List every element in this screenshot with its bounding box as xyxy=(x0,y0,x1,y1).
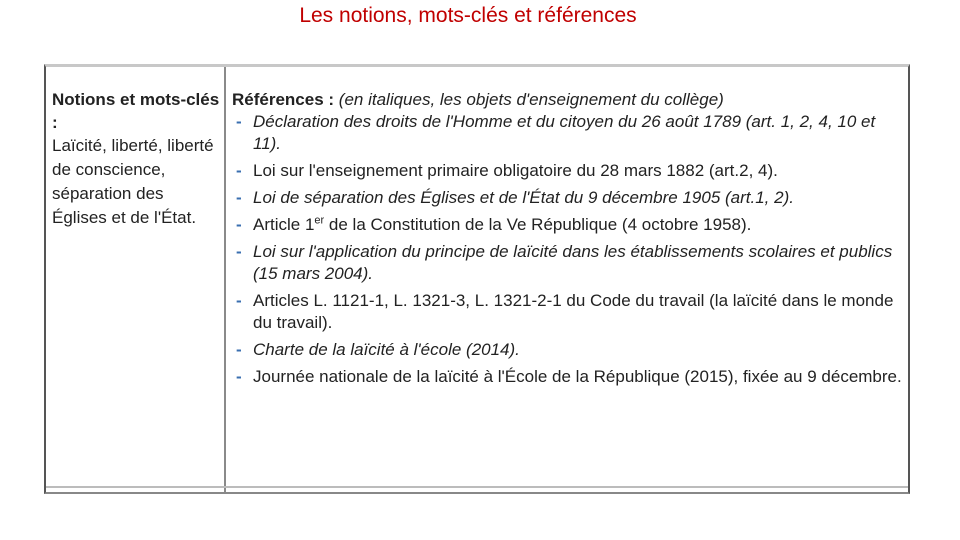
ordinal-superscript: er xyxy=(314,214,325,227)
reference-table xyxy=(44,64,910,494)
notions-heading: Notions et mots-clés : xyxy=(52,90,220,132)
references-heading: Références : xyxy=(232,90,335,109)
table-bottom-rule xyxy=(46,486,908,488)
notions-text: Laïcité, liberté, liberté de conscience, séparation des Églises et de l'État. xyxy=(52,136,214,227)
dash-bullet-icon: - xyxy=(236,367,242,386)
dash-bullet-icon: - xyxy=(236,161,242,180)
slide-title: Les notions, mots-clés et références xyxy=(299,4,637,27)
list-item xyxy=(232,160,902,182)
dash-bullet-icon: - xyxy=(236,340,242,359)
dash-bullet-icon: - xyxy=(236,242,242,261)
reference-text xyxy=(253,215,751,234)
column-divider xyxy=(224,67,226,492)
reference-text: Loi sur l'application du principe de laïcité dans les établissements scolaires et publics (15 mars 2004). xyxy=(253,242,893,283)
references-column xyxy=(232,88,902,393)
reference-text: Loi sur l'enseignement primaire obligatoire du 28 mars 1882 (art.2, 4). xyxy=(253,161,778,180)
list-item xyxy=(232,366,902,388)
dash-bullet-icon: - xyxy=(236,291,242,310)
list-item xyxy=(232,111,902,155)
list-item xyxy=(232,290,902,334)
reference-text: Articles L. 1121-1, L. 1321-3, L. 1321-2-1 du Code du travail (la laïcité dans le monde du travail). xyxy=(253,291,894,332)
reference-text: Journée nationale de la laïcité à l'École de la République (2015), fixée au 9 décembre. xyxy=(253,367,902,386)
reference-text: Charte de la laïcité à l'école (2014). xyxy=(253,340,520,359)
dash-bullet-icon: - xyxy=(236,112,242,131)
references-header xyxy=(232,88,902,111)
dash-bullet-icon: - xyxy=(236,215,242,234)
list-item xyxy=(232,241,902,285)
references-list xyxy=(232,111,902,388)
list-item xyxy=(232,187,902,209)
reference-text-start: Article 1 xyxy=(253,215,315,234)
reference-text: Loi de séparation des Églises et de l'État du 9 décembre 1905 (art.1, 2). xyxy=(253,188,794,207)
reference-text-end: de la Constitution de la Ve République (4 octobre 1958). xyxy=(324,215,752,234)
list-item xyxy=(232,339,902,361)
reference-text: Déclaration des droits de l'Homme et du citoyen du 26 août 1789 (art. 1, 2, 4, 10 et 11). xyxy=(253,112,876,153)
references-subheading: (en italiques, les objets d'enseignement du collège) xyxy=(338,90,724,109)
notions-column xyxy=(52,88,222,230)
dash-bullet-icon: - xyxy=(236,188,242,207)
list-item xyxy=(232,214,902,236)
